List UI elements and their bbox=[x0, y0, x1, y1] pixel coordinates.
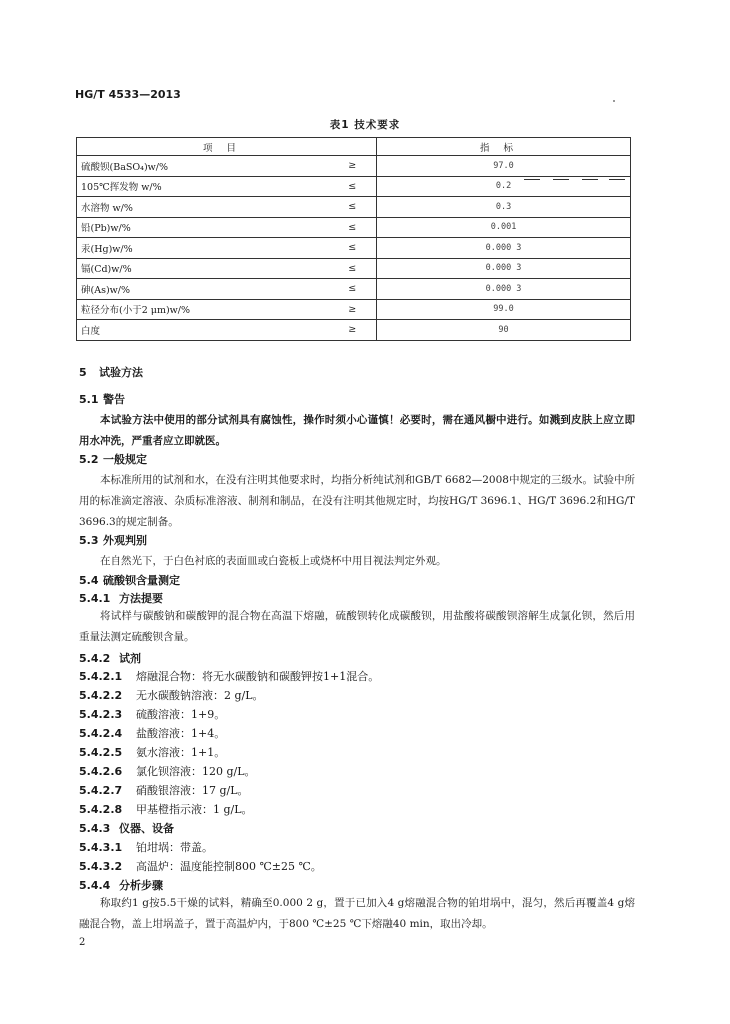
scan-dash bbox=[609, 179, 625, 180]
row-value: 90 bbox=[377, 320, 631, 341]
section-heading: 5.3 外观判别 bbox=[79, 534, 147, 547]
row-item: 硫酸钡(BaSO₄)w/% bbox=[77, 156, 329, 177]
row-item: 汞(Hg)w/% bbox=[77, 238, 329, 259]
scan-speck bbox=[613, 100, 615, 102]
row-item: 铅(Pb)w/% bbox=[77, 217, 329, 238]
table-row bbox=[77, 217, 631, 238]
table-row bbox=[77, 197, 631, 218]
table-row bbox=[77, 156, 631, 177]
section-heading: 5.4.3 仪器、设备 bbox=[79, 822, 174, 835]
row-value: 0.000 3 bbox=[377, 238, 631, 259]
table-row bbox=[77, 238, 631, 259]
equipment-item: 5.4.3.1 铂坩埚：带盖。 bbox=[79, 841, 213, 854]
row-value: 0.000 3 bbox=[377, 258, 631, 279]
table-header-row bbox=[77, 138, 631, 156]
equipment-item: 5.4.3.2 高温炉：温度能控制800 ℃±25 ℃。 bbox=[79, 860, 322, 873]
row-operator: ≤ bbox=[329, 176, 377, 197]
page-number: 2 bbox=[79, 937, 86, 948]
section-heading: 5.4 硫酸钡含量测定 bbox=[79, 574, 180, 587]
header-item: 项目 bbox=[77, 138, 377, 156]
table-row bbox=[77, 279, 631, 300]
section-heading: 5.4.1 方法提要 bbox=[79, 592, 163, 605]
reagent-item: 5.4.2.4 盐酸溶液：1+4。 bbox=[79, 727, 226, 740]
table-row bbox=[77, 258, 631, 279]
section-heading: 5.4.2 试剂 bbox=[79, 652, 141, 665]
procedure-paragraph: 称取约1 g按5.5干燥的试料，精确至0.000 2 g，置于已加入4 g熔融混合物的铂坩埚中，混匀，然后再覆盖4 g熔融混合物，盖上坩埚盖子，置于高温炉内，于800 ℃±25 ℃下熔融40 min，取出冷却。 bbox=[79, 897, 635, 930]
reagent-item: 5.4.2.5 氨水溶液：1+1。 bbox=[79, 746, 226, 759]
scan-dash bbox=[582, 179, 598, 180]
technical-requirements-table bbox=[76, 137, 631, 341]
row-operator: ≥ bbox=[329, 156, 377, 177]
row-item: 105℃挥发物 w/% bbox=[77, 176, 329, 197]
row-value: 97.0 bbox=[377, 156, 631, 177]
table-row bbox=[77, 176, 631, 197]
row-operator: ≤ bbox=[329, 217, 377, 238]
reagent-item: 5.4.2.3 硫酸溶液：1+9。 bbox=[79, 708, 226, 721]
row-value: 99.0 bbox=[377, 299, 631, 320]
warning-paragraph: 本试验方法中使用的部分试剂具有腐蚀性，操作时须小心谨慎！必要时，需在通风橱中进行。如溅到皮肤上应立即用水冲洗，严重者应立即就医。 bbox=[79, 414, 635, 447]
table-row bbox=[77, 320, 631, 341]
reagent-item: 5.4.2.6 氯化钡溶液：120 g/L。 bbox=[79, 765, 256, 778]
row-value: 0.000 3 bbox=[377, 279, 631, 300]
row-operator: ≤ bbox=[329, 238, 377, 259]
standard-code: HG/T 4533—2013 bbox=[75, 88, 181, 101]
row-operator: ≥ bbox=[329, 299, 377, 320]
scan-dash bbox=[524, 179, 540, 180]
row-value: 0.3 bbox=[377, 197, 631, 218]
general-paragraph: 本标准所用的试剂和水，在没有注明其他要求时，均指分析纯试剂和GB/T 6682—2008中规定的三级水。试验中所用的标准滴定溶液、杂质标准溶液、制剂和制品，在没有注明其他规定时，均按HG/T 3696.1、HG/T 3696.2和HG/T 3696.3的规定制备。 bbox=[79, 474, 635, 528]
row-item: 白度 bbox=[77, 320, 329, 341]
reagent-item: 5.4.2.8 甲基橙指示液：1 g/L。 bbox=[79, 803, 253, 816]
row-operator: ≤ bbox=[329, 279, 377, 300]
header-value: 指标 bbox=[377, 138, 631, 156]
row-item: 镉(Cd)w/% bbox=[77, 258, 329, 279]
row-operator: ≤ bbox=[329, 258, 377, 279]
table-row bbox=[77, 299, 631, 320]
table-caption: 表1 技术要求 bbox=[329, 119, 401, 131]
appearance-paragraph: 在自然光下，于白色衬底的表面皿或白瓷板上或烧杯中用目视法判定外观。 bbox=[100, 555, 447, 567]
row-item: 粒径分布(小于2 μm)w/% bbox=[77, 299, 329, 320]
row-item: 砷(As)w/% bbox=[77, 279, 329, 300]
section-heading: 5.1 警告 bbox=[79, 393, 125, 406]
scan-dash bbox=[553, 179, 569, 180]
row-value: 0.001 bbox=[377, 217, 631, 238]
row-operator: ≥ bbox=[329, 320, 377, 341]
row-operator: ≤ bbox=[329, 197, 377, 218]
row-value: 0.2 bbox=[377, 176, 631, 197]
reagent-item: 5.4.2.1 熔融混合物：将无水碳酸钠和碳酸钾按1+1混合。 bbox=[79, 670, 380, 683]
row-item: 水溶物 w/% bbox=[77, 197, 329, 218]
reagent-item: 5.4.2.2 无水碳酸钠溶液：2 g/L。 bbox=[79, 689, 264, 702]
reagent-item: 5.4.2.7 硝酸银溶液：17 g/L。 bbox=[79, 784, 249, 797]
section-heading: 5.4.4 分析步骤 bbox=[79, 879, 163, 892]
principle-paragraph: 将试样与碳酸钠和碳酸钾的混合物在高温下熔融，硫酸钡转化成碳酸钡，用盐酸将碳酸钡溶解生成氯化钡，然后用重量法测定硫酸钡含量。 bbox=[79, 610, 635, 643]
section-heading: 5 试验方法 bbox=[79, 366, 143, 379]
section-heading: 5.2 一般规定 bbox=[79, 453, 147, 466]
